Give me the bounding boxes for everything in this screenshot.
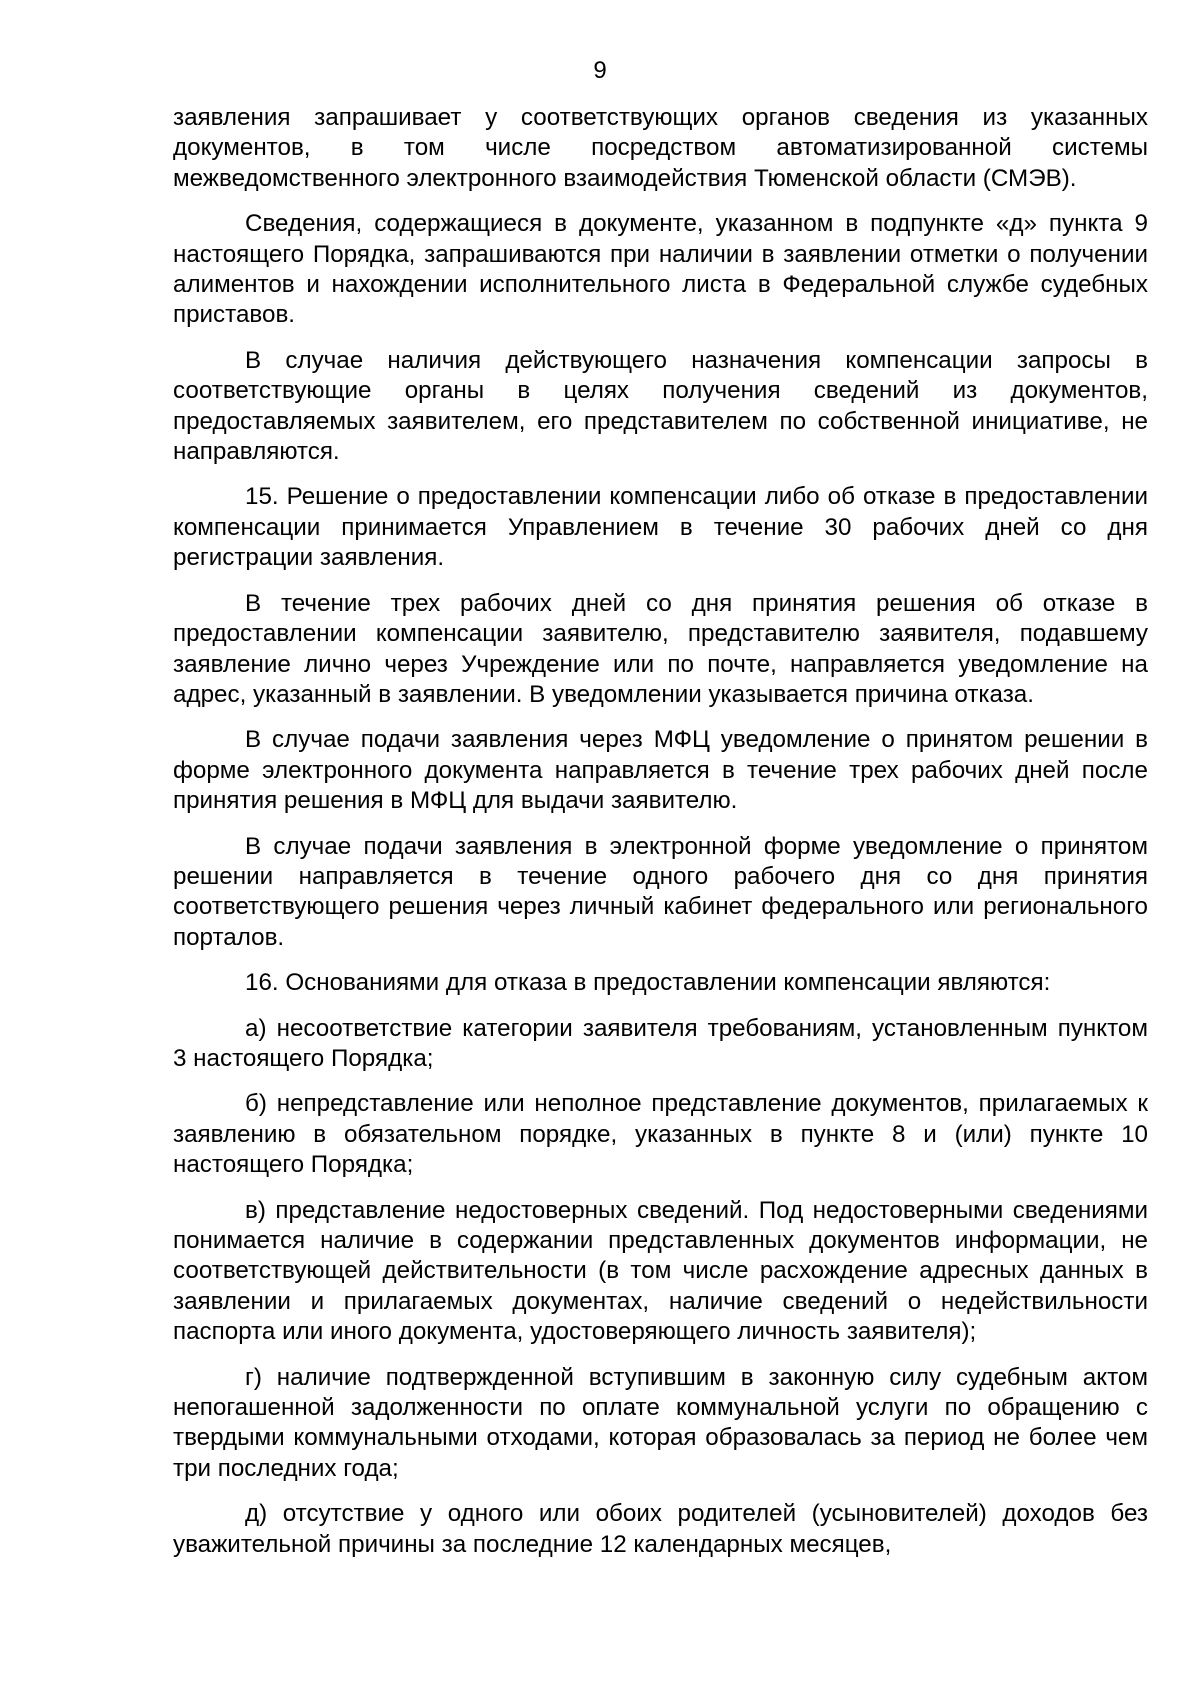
page-number: 9 [593,57,607,84]
paragraph-item-v: в) представление недостоверных сведений. Под недостоверными сведениями понимается наличие в содержании представленных документов информации, не соответствующей действительности (в том числе расхождение адресных данных в заявлении и прилагаемых документах, наличие сведений о недействильности паспорта или иного документа, удостоверяющего личность заявителя); [173,1196,1148,1346]
paragraph-refusal-notice: В течение трех рабочих дней со дня принятия решения об отказе в предоставлении компенсации заявителю, представителю заявителя, подавшему заявление лично через Учреждение или по почте, направляется уведомление на адрес, указанный в заявлении. В уведомлении указывается причина отказа. [173,589,1148,708]
paragraph-continuation: заявления запрашивает у соответствующих органов сведения из указанных документов, в том числе посредством автоматизированной системы межведомственного электронного взаимодействия Тюменской области (СМЭВ). [173,104,1148,192]
paragraph-clause-15: 15. Решение о предоставлении компенсации либо об отказе в предоставлении компенсации принимается Управлением в течение 30 рабочих дней со дня регистрации заявления. [173,483,1148,572]
paragraph-smev-request-info: Сведения, содержащиеся в документе, указанном в подпункте «д» пункта 9 настоящего Порядка, запрашиваются при наличии в заявлении отметки о получении алиментов и нахождении исполнительного листа в Федеральной службе судебных приставов. [173,210,1148,329]
paragraph-mfc-notice: В случае подачи заявления через МФЦ уведомление о принятом решении в форме электронного документа направляется в течение трех рабочих дней после принятия решения в МФЦ для выдачи заявителю. [173,726,1148,815]
paragraph-item-g: г) наличие подтвержденной вступившим в законную силу судебным актом непогашенной задолженности по оплате коммунальной услуги по обращению с твердыми коммунальными отходами, которая образовалась за период не более чем три последних года; [173,1363,1148,1482]
paragraph-item-d: д) отсутствие у одного или обоих родителей (усыновителей) доходов без уважительной причины за последние 12 календарных месяцев, [173,1500,1148,1558]
document-body [173,103,1148,1560]
paragraph-active-compensation: В случае наличия действующего назначения компенсации запросы в соответствующие органы в целях получения сведений из документов, предоставляемых заявителем, его представителем по собственной инициативе, не направляются. [173,346,1148,466]
paragraph-item-b: б) непредставление или неполное представление документов, прилагаемых к заявлению в обязательном порядке, указанных в пункте 8 и (или) пункте 10 настоящего Порядка; [173,1090,1148,1179]
paragraph-item-a: а) несоответствие категории заявителя требованиям, установленным пунктом 3 настоящего Порядка; [173,1014,1148,1072]
paragraph-clause-16: 16. Основаниями для отказа в предоставлении компенсации являются: [245,969,1051,997]
paragraph-electronic-notice: В случае подачи заявления в электронной форме уведомление о принятом решении направляется в течение одного рабочего дня со дня принятия соответствующего решения через личный кабинет федерального или регионального порталов. [173,832,1148,951]
